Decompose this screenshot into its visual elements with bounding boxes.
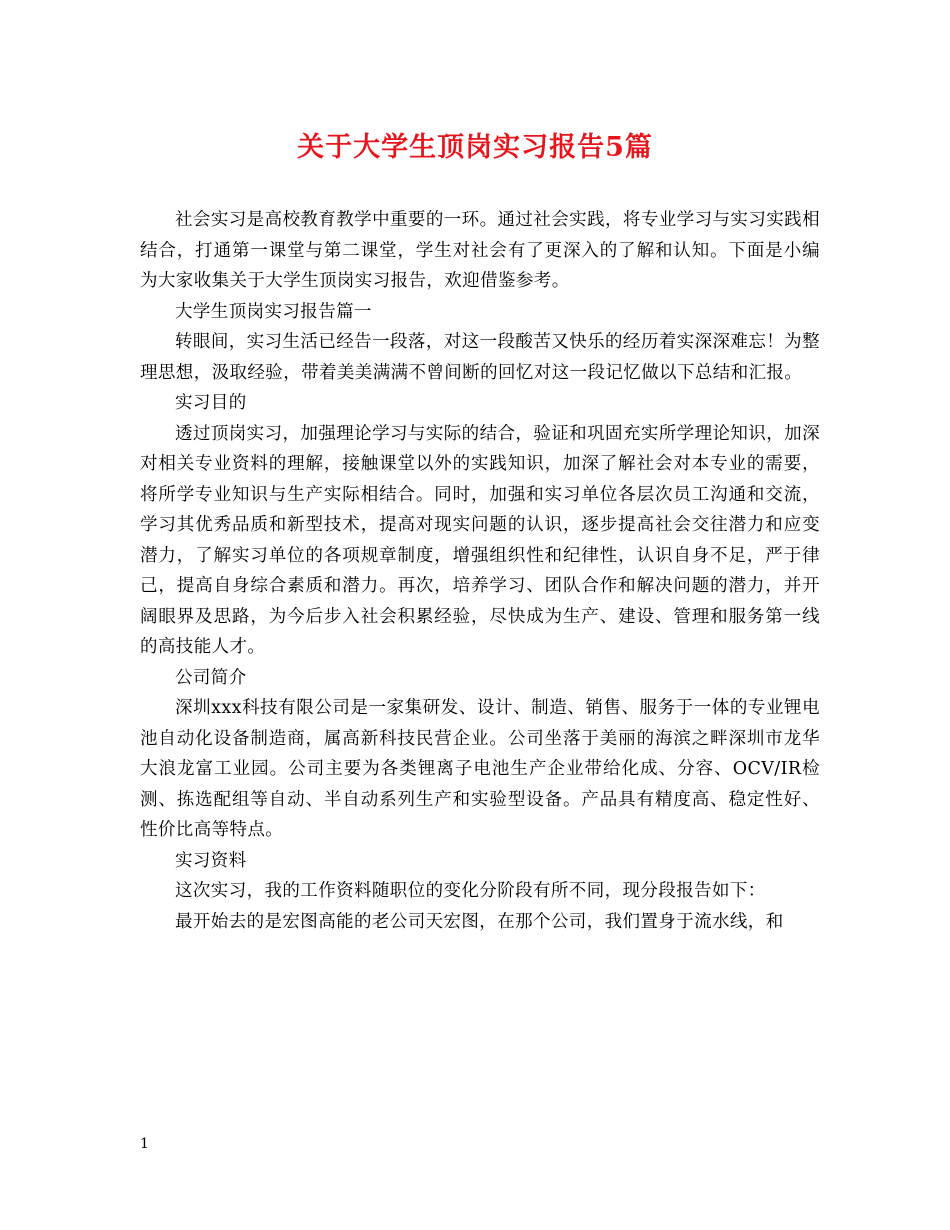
document-body: [140, 205, 820, 937]
paragraph-section-heading: 公司简介: [175, 667, 247, 688]
paragraph: 透过顶岗实习，加强理论学习与实际的结合，验证和巩固充实所学理论知识，加深对相关专业资料的理解，接触课堂以外的实践知识，加深了解社会对本专业的需要，将所学专业知识与生产实际相结合。同时，加强和实习单位各层次员工沟通和交流，学习其优秀品质和新型技术，提高对现实问题的认识，逐步提高社会交往潜力和应变潜力，了解实习单位的各项规章制度，增强组织性和纪律性，认识自身不足，严于律己，提高自身综合素质和潜力。再次，培养学习、团队合作和解决问题的潜力，并开阔眼界及思路，为今后步入社会积累经验，尽快成为生产、建设、管理和服务第一线的高技能人才。: [140, 423, 820, 657]
paragraph-section-heading: 实习目的: [175, 393, 247, 413]
paragraph-section-heading: 大学生顶岗实习报告篇一: [175, 301, 372, 322]
paragraph: 这次实习，我的工作资料随职位的变化分阶段有所不同，现分段报告如下：: [175, 881, 766, 901]
paragraph: 深圳xxx科技有限公司是一家集研发、设计、制造、销售、服务于一体的专业锂电池自动化设备制造商，属高新科技民营企业。公司坐落于美丽的海滨之畔深圳市龙华大浪龙富工业园。公司主要为各类锂离子电池生产企业带给化成、分容、OCV/IR检测、拣选配组等自动、半自动系列生产和实验型设备。产品具有精度高、稳定性好、性价比高等特点。: [140, 698, 820, 840]
document-title: 关于大学生顶岗实习报告5篇: [297, 132, 653, 163]
paragraph: 转眼间，实习生活已经告一段落，对这一段酸苦又快乐的经历着实深深难忘！为整理思想，汲取经验，带着美美满满不曾间断的回忆对这一段记忆做以下总结和汇报。: [140, 332, 820, 383]
paragraph: 最开始去的是宏图高能的老公司天宏图，在那个公司，我们置身于流水线，和: [175, 911, 784, 932]
paragraph-section-heading: 实习资料: [175, 850, 247, 871]
paragraph-intro: 社会实习是高校教育教学中重要的一环。通过社会实践，将专业学习与实习实践相结合，打通第一课堂与第二课堂，学生对社会有了更深入的了解和认知。下面是小编为大家收集关于大学生顶岗实习报告，欢迎借鉴参考。: [140, 210, 820, 291]
page-number: 1: [140, 1136, 149, 1152]
